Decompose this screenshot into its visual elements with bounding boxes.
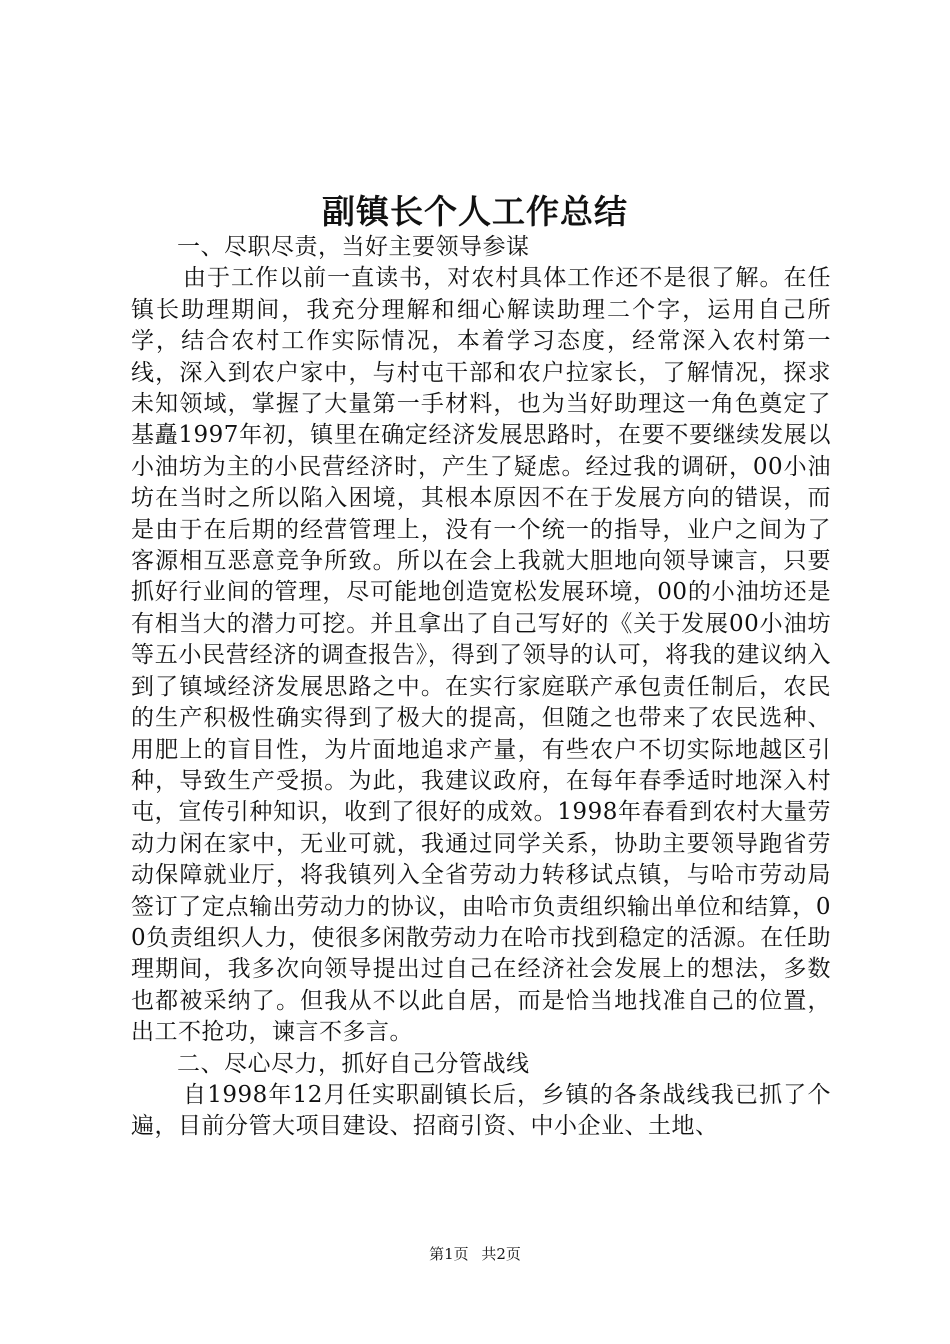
page-footer [0, 1244, 950, 1264]
document-body [131, 232, 831, 1143]
section-heading-2: 二、尽心尽力，抓好自己分管战线 [177, 1050, 530, 1077]
section-heading-1: 一、尽职尽责，当好主要领导参谋 [177, 234, 530, 260]
section-paragraph-2: 自1998年12月任实职副镇长后，乡镇的各条战线我已抓了个遍，目前分管大项目建设、招商引资、中小企业、土地、 [131, 1081, 831, 1140]
page-number-current: 第1页 [429, 1245, 469, 1263]
page-number-total: 共2页 [481, 1245, 521, 1263]
page-title: 副镇长个人工作总结 [322, 192, 628, 231]
section-paragraph-1: 由于工作以前一直读书，对农村具体工作还不是很了解。在任镇长助理期间，我充分理解和细心解读助理二个字，运用自己所学，结合农村工作实际情况，本着学习态度，经常深入农村第一线，深入到农户家中，与村屯干部和农户拉家长，了解情况，探求未知领域，掌握了大量第一手材料，也为当好助理这一角色奠定了基矗1997年初，镇里在确定经济发展思路时，在要不要继续发展以小油坊为主的小民营经济时，产生了疑虑。经过我的调研，00小油坊在当时之所以陷入困境，其根本原因不在于发展方向的错误，而是由于在后期的经营管理上，没有一个统一的指导，业户之间为了客源相互恶意竞争所致。所以在会上我就大胆地向领导谏言，只要抓好行业间的管理，尽可能地创造宽松发展环境，00的小油坊还是有相当大的潜力可挖。并且拿出了自己写好的《关于发展00小油坊等五小民营经济的调查报告》，得到了领导的认可，将我的建议纳入到了镇域经济发展思路之中。在实行家庭联产承包责任制后，农民的生产积极性确实得到了极大的提高，但随之也带来了农民选种、用肥上的盲目性，为片面地追求产量，有些农户不切实际地越区引种，导致生产受损。为此，我建议政府，在每年春季适时地深入村屯，宣传引种知识，收到了很好的成效。1998年春看到农村大量劳动力闲在家中，无业可就，我通过同学关系，协助主要领导跑省劳动保障就业厅，将我镇列入全省劳动力转移试点镇，与哈市劳动局签订了定点输出劳动力的协议，由哈市负责组织输出单位和结算，00负责组织人力，使很多闲散劳动力在哈市找到稳定的活源。在任助理期间，我多次向领导提出过自己在经济社会发展上的想法，多数也都被采纳了。但我从不以此自居，而是恰当地找准自己的位置，出工不抢功，谏言不多言。 [131, 265, 831, 1046]
